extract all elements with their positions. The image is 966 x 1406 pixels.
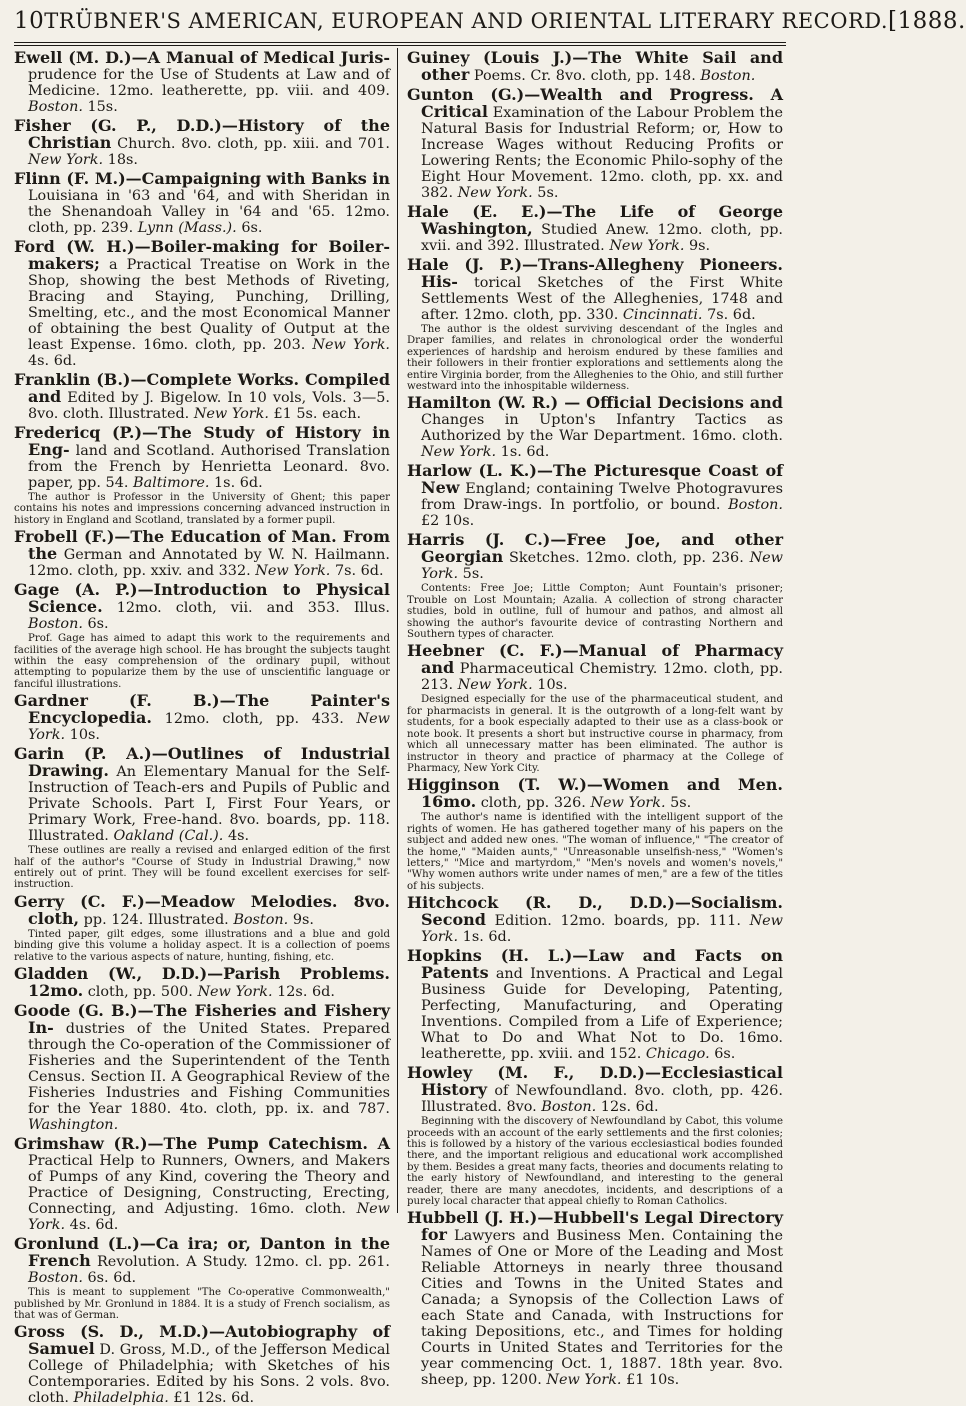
entry-heading: Hubbell (J. H.)—Hubbell's Legal Directory for (407, 1208, 783, 1245)
entry-heading: Gerry (C. F.)—Meadow Melodies. 8vo. cloth, (14, 891, 390, 928)
entry-citation (14, 239, 390, 369)
entry-place: New York. (421, 913, 784, 946)
entry-note: Tinted paper, gilt edges, some illustrations and a blue and gold binding give this volume a holiday aspect. It is a collection of poems relative to the various aspects of nature, hunting, fishing, etc. (14, 928, 390, 963)
catalog-entry (14, 891, 390, 963)
entry-place: New York. (312, 337, 391, 353)
entry-citation (14, 582, 390, 632)
entry-price: 5s. (462, 566, 484, 583)
entry-heading: Hopkins (H. L.)—Law and Facts on Patents (407, 946, 783, 983)
entry-price: 6s. 6d. (87, 1270, 137, 1287)
entry-details: 12mo. cloth, pp. 433. (164, 711, 344, 728)
entry-price: £1 5s. each. (273, 406, 362, 422)
entry-details: land and Scotland. Authorised Translation from the French by Henrietta Leonard. 8vo. paper, pp. 54. (28, 443, 390, 491)
entry-citation (407, 87, 783, 201)
catalog-entry (14, 1136, 390, 1233)
entry-details: Studied Anew. 12mo. cloth, pp. xvii. and 392. Illustrated. (421, 222, 783, 254)
entry-note: The author's name is identified with the intelligent support of the rights of women. He has gathered together many of his papers on the subject and added new ones. "The woman of influence," "The creator of the home," "Maiden aunts," "Unreasonable unselfish-ness," "Women's letters," "Mice and martyrdom," "Men's novels and women's novels," "Why women authors write under names of men," are a few of the titles of his subjects. (407, 812, 783, 892)
entry-price: 12s. 6d. (277, 984, 335, 1001)
entry-price: 6s. (714, 1046, 736, 1063)
entry-details: Edition. 12mo. boards, pp. 111. (494, 913, 741, 930)
entry-place: New York. (197, 984, 273, 1001)
entry-details: Edited by J. Bigelow. In 10 vols, Vols. 3—5. 8vo. cloth. Illustrated. (28, 390, 391, 422)
entry-citation (407, 895, 783, 945)
catalog-entry (407, 1065, 783, 1207)
entry-heading: Gronlund (L.)—Ca ira; or, Danton in the French (14, 1234, 390, 1271)
catalog-entry (407, 643, 783, 774)
entry-details: German and Annotated by W. N. Hailmann. 12mo. cloth, pp. xxiv. and 332. (28, 547, 390, 580)
entry-place: Boston. (728, 497, 784, 514)
entry-price: 4s. 6d. (69, 1217, 119, 1234)
entry-price: 4s. 6d. (28, 353, 77, 369)
entry-place: Cincinnati. (622, 307, 703, 323)
entry-place: New York. (590, 795, 666, 812)
entry-place: New York. (421, 550, 784, 583)
entry-place: New York. (457, 677, 533, 694)
entry-citation (14, 1136, 390, 1233)
entry-heading: Gladden (W., D.D.)—Parish Problems. 12mo. (14, 964, 390, 1001)
entry-details: Louisiana in '63 and '64, and with Sheridan in the Shenandoah Valley in '64 and '65. 12mo. cloth, pp. 239. (28, 188, 390, 236)
entry-note: These outlines are really a revised and enlarged edition of the first half of the author's "Course of Study in Industrial Drawing," now entirely out of print. They will be found excellent exercises for self-instruction. (14, 845, 390, 891)
entry-price: 4s. (227, 828, 250, 845)
header-rule-2 (14, 45, 786, 46)
page-header (14, 8, 966, 38)
entry-place: New York. (546, 1372, 622, 1389)
catalog-entry (407, 257, 783, 392)
entry-heading: Goode (G. B.)—The Fisheries and Fishery In- (14, 1001, 390, 1038)
entry-price: 18s. (107, 152, 138, 168)
entry-details: Examination of the Labour Problem the Natural Basis for Industrial Reform; or, How to Increase Wages without Reducing Profits or Lowering Rents; the Economic Philo-sophy of the Eight Hour Movement. 12mo. cloth, pp. xx. and 382. (421, 105, 783, 201)
entry-note: This is meant to supplement "The Co-operative Commonwealth," published by Mr. Gronlund in 1884. It is a study of French socialism, as that was of German. (14, 1287, 390, 1321)
entry-place: New York. (421, 444, 497, 461)
entry-heading: Gardner (F. B.)—The Painter's Encyclopedia. (14, 691, 390, 728)
entry-citation (14, 50, 390, 115)
entry-note: Beginning with the discovery of Newfoundland by Cabot, this volume proceeds with an account of the early settlements and the first colonies; this is followed by a history of the various ecclesiastical bodies founded there, and the important religious and educational work accomplished by them. Besides a great many facts, theories and documents relating to the early history of Newfoundland, and interesting to the general reader, there are many anecdotes, incidents, and descriptions of a purely local character that appeal chiefly to Roman Catholics. (407, 1116, 783, 1207)
entry-note: Designed especially for the use of the pharmaceutical student, and for pharmacists in general. It is the outgrowth of a long-felt want by students, for a book especially adapted to their use as a class-book or note book. It presents a short but instructive course in pharmacy, from which all unnecessary matter has been eliminated. The author is instructor in theory and practice of pharmacy at the College of Pharmacy, New York City. (407, 694, 783, 774)
catalog-entry (407, 50, 783, 84)
running-title: TRÜBNER'S AMERICAN, EUROPEAN AND ORIENTAL LITERARY RECORD. (44, 9, 889, 33)
year-label: [1888. (888, 8, 966, 34)
catalog-entry (14, 1003, 390, 1133)
entry-price: 1s. 6d. (500, 444, 550, 461)
catalog-entry (14, 50, 390, 115)
entry-citation (407, 1065, 783, 1115)
entry-citation (14, 372, 390, 422)
page-number: 10 (14, 8, 45, 34)
entry-heading: Gunton (G.)—Wealth and Progress. A Critical (407, 85, 783, 121)
entry-details: Lawyers and Business Men. Containing the Names of One or More of the Leading and Most Reliable Attorneys in nearly three thousand Cities and Towns in the United States and Canada; a Synopsis of the Collection Laws of each State and Canada, with Instructions for taking Depositions, etc., and Times for holding Courts in United States and Territories for the year commencing Oct. 1, 1887. 18th year. 8vo. sheep, pp. 1200. (421, 1228, 783, 1389)
entry-details: prudence for the Use of Students at Law and of Medicine. 12mo. leatherette, pp. viii. and 409. (28, 67, 390, 99)
entry-heading: Fredericq (P.)—The Study of History in Eng- (14, 423, 390, 459)
entry-details: 12mo. cloth, vii. and 353. Illus. (116, 600, 390, 617)
entry-heading: Frobell (F.)—The Education of Man. From the (14, 527, 390, 564)
entry-place: Washington. (28, 1117, 119, 1134)
entry-place: Boston. (28, 616, 83, 633)
entry-place: New York. (28, 152, 104, 168)
entry-price: 7s. 6d. (334, 563, 384, 580)
entry-citation (14, 1236, 390, 1286)
entry-details: Changes in Upton's Infantry Tactics as Authorized by the War Department. 16mo. cloth. (421, 412, 783, 445)
entry-place: New York. (255, 563, 331, 580)
catalog-entry (14, 1324, 390, 1406)
entry-price: 9s. (688, 238, 711, 254)
entry-note: The author is the oldest surviving descendant of the Ingles and Draper families, and relates in chronological order the wonderful experiences of hardship and heroism endured by these families and their followers in their frontier explorations and settlements along the entire Virginia border, from the Alleghenies to the Ohio, and still further westward into the inhospitable wilderness. (407, 324, 783, 393)
catalog-entry (14, 966, 390, 1000)
entry-details: cloth, pp. 326. (480, 795, 586, 812)
entry-note: Prof. Gage has aimed to adapt this work to the requirements and facilities of the average high school. He has brought the subjects taught within the easy comprehension of the ordinary pupil, without attempting to popularize them by the use of unscientific language or fanciful illustrations. (14, 633, 390, 690)
entry-details: An Elementary Manual for the Self-Instruction of Teach-ers and Pupils of Public and Private Schools. Part I, First Four Years, or Primary Work, Free-hand. 8vo. boards, pp. 118. Illustrated. (28, 764, 390, 845)
catalog-entry (14, 171, 390, 236)
entry-citation (407, 50, 783, 84)
entry-place: Oakland (Cal.). (113, 828, 224, 845)
entry-citation (14, 966, 390, 1000)
entry-place: New York. (609, 238, 685, 254)
entry-place: New York. (28, 1201, 391, 1234)
entry-heading: Flinn (F. M.)—Campaigning with Banks in (14, 169, 390, 188)
entry-heading: Hale (E. E.)—The Life of George Washington, (407, 202, 783, 238)
entry-details: Sketches. 12mo. cloth, pp. 236. (509, 550, 744, 567)
catalog-entry (14, 529, 390, 579)
entry-place: New York. (193, 406, 269, 422)
entry-details: Practical Help to Runners, Owners, and Makers of Pumps of any Kind, covering the Theory and Practice of Designing, Constructing, Erecting, Connecting, and Adjusting. 16mo. cloth. (28, 1153, 390, 1218)
catalog-entry (407, 87, 783, 201)
catalog-entry (14, 582, 390, 690)
entry-place: Chicago. (645, 1046, 710, 1063)
entry-price: 6s. (87, 616, 109, 633)
entry-place: New York. (457, 185, 533, 201)
entry-citation (407, 204, 783, 254)
catalog-entry (407, 463, 783, 529)
entry-heading: Harlow (L. K.)—The Picturesque Coast of New (407, 461, 783, 498)
right-column (407, 48, 784, 1389)
catalog-entry (14, 693, 390, 743)
entry-price: 9s. (292, 911, 314, 928)
entry-price: 1s. 6d. (462, 929, 512, 946)
entry-heading: Ewell (M. D.)—A Manual of Medical Juris- (14, 48, 390, 67)
entry-note: The author is Professor in the University of Ghent; this paper contains his notes and impressions concerning advanced instruction in history in England and Scotland, translated by a former pupil. (14, 492, 390, 526)
entry-price: £2 10s. (421, 513, 475, 530)
entry-citation (14, 171, 390, 236)
entry-details: dustries of the United States. Prepared through the Co-operation of the Commissioner of Fisheries and the Superintendent of the Tenth Census. Section II. A Geographical Review of the Fisheries Industries and Fishing Communities for the Year 1880. 4to. cloth, pp. ix. and 787. (28, 1021, 390, 1118)
entry-place: Boston. (28, 1270, 83, 1287)
entry-place: New York. (28, 711, 390, 744)
catalog-entry (407, 1210, 783, 1388)
entry-details: England; containing Twelve Photogravures from Draw-ings. In portfolio, or bound. (421, 481, 783, 514)
entry-heading: Franklin (B.)—Complete Works. Compiled and (14, 370, 390, 406)
entry-price: 6s. (241, 220, 263, 236)
entry-citation (14, 1324, 390, 1406)
entry-heading: Hamilton (W. R.) — Official Decisions and (407, 393, 783, 413)
entry-place: Boston. (233, 911, 289, 928)
entry-price: 5s. (670, 795, 692, 812)
entry-price: 10s. (537, 677, 568, 694)
catalog-entry (407, 895, 783, 945)
entry-details: pp. 124. Illustrated. (83, 911, 229, 928)
catalog-entry (14, 118, 390, 168)
catalog-entry (14, 239, 390, 369)
entry-citation (14, 891, 390, 928)
catalog-entry (407, 777, 783, 892)
entry-heading: Gross (S. D., M.D.)—Autobiography of Samuel (14, 1322, 390, 1359)
catalog-entry (14, 746, 390, 891)
entry-citation (14, 1003, 390, 1133)
entry-citation (14, 425, 390, 491)
entry-citation (407, 1210, 783, 1388)
entry-price: 12s. 6d. (600, 1099, 659, 1116)
entry-place: Boston. (700, 68, 756, 84)
entry-price: £1 10s. (626, 1372, 680, 1389)
left-column (14, 48, 391, 1406)
entry-heading: Grimshaw (R.)—The Pump Catechism. A (14, 1134, 390, 1154)
catalog-entry (407, 532, 783, 640)
entry-heading: Harris (J. C.)—Free Joe, and other Georgian (407, 530, 783, 567)
catalog-entry (14, 1236, 390, 1321)
entry-details: Pharmaceutical Chemistry. 12mo. cloth, pp. 213. (421, 661, 783, 694)
entry-heading: Hale (J. P.)—Trans-Allegheny Pioneers. His- (407, 255, 783, 291)
entry-note: Contents: Free Joe; Little Compton; Aunt Fountain's prisoner; Trouble on Lost Mountain; Azalia. A collection of strong character studies, bold in outline, full of humour and pathos, and almost all showing the author's favourite device of contrasting Northern and Southern types of character. (407, 583, 783, 641)
entry-citation (407, 643, 783, 693)
entry-place: Boston. (28, 99, 83, 115)
entry-heading: Hitchcock (R. D., D.D.)—Socialism. Second (407, 893, 783, 930)
entry-price: 1s. 6d. (214, 475, 263, 491)
entry-citation (407, 532, 783, 582)
catalog-entry (407, 948, 783, 1062)
entry-heading: Fisher (G. P., D.D.)—History of the Christian (14, 116, 390, 152)
entry-price: 5s. (537, 185, 559, 201)
entry-citation (407, 257, 783, 323)
entry-place: Baltimore. (133, 475, 210, 491)
catalog-entry (14, 425, 390, 526)
entry-details: Revolution. A Study. 12mo. cl. pp. 261. (96, 1254, 390, 1271)
entry-citation (14, 529, 390, 579)
entry-place: Boston. (541, 1099, 597, 1116)
entry-details: D. Gross, M.D., of the Jefferson Medical College of Philadelphia; with Sketches of his Contemporaries. Edited by his Sons. 2 vols. 8vo. cloth. (28, 1342, 390, 1406)
entry-details: torical Sketches of the First White Settlements West of the Alleghenies, 1748 and after. 12mo. cloth, pp. 330. (421, 275, 783, 323)
entry-heading: Howley (M. F., D.D.)—Ecclesiastical History (407, 1063, 783, 1100)
entry-heading: Garin (P. A.)—Outlines of Industrial Drawing. (14, 744, 390, 781)
entry-heading: Heebner (C. F.)—Manual of Pharmacy and (407, 641, 783, 678)
entry-heading: Higginson (T. W.)—Women and Men. 16mo. (407, 775, 783, 812)
entry-place: Philadelphia. (73, 1390, 169, 1406)
entry-citation (407, 395, 783, 460)
entry-place: Lynn (Mass.). (137, 220, 237, 236)
catalog-entry (407, 395, 783, 460)
entry-heading: Ford (W. H.)—Boiler-making for Boiler-makers; (14, 237, 390, 273)
entry-citation (407, 777, 783, 811)
header-rule (14, 42, 786, 43)
entry-details: Poems. Cr. 8vo. cloth, pp. 148. (473, 68, 696, 84)
column-divider (397, 48, 398, 1213)
entry-details: of Newfoundland. 8vo. cloth, pp. 426. Illustrated. 8vo. (421, 1083, 783, 1116)
entry-price: £1 12s. 6d. (173, 1390, 255, 1406)
entry-price: 10s. (69, 727, 100, 744)
entry-heading: Gage (A. P.)—Introduction to Physical Science. (14, 580, 390, 617)
entry-citation (407, 948, 783, 1062)
catalog-entry (407, 204, 783, 254)
entry-price: 15s. (87, 99, 118, 115)
entry-citation (14, 746, 390, 844)
catalog-entry (14, 372, 390, 422)
entry-citation (14, 693, 390, 743)
entry-details: and Inventions. A Practical and Legal Business Guide for Developing, Patenting, Perfecting, Manufacturing, and Operating Inventions. Compiled from a Life of Experience; What to Do and What Not to Do. 16mo. leatherette, pp. xviii. and 152. (421, 966, 783, 1063)
entry-details: a Practical Treatise on Work in the Shop, showing the best Methods of Riveting, Bracing and Staying, Punching, Drilling, Smelting, etc., and the most Economical Manner of obtaining the best Quality of Output at the least Expense. 16mo. cloth, pp. 203. (28, 257, 390, 353)
entry-heading: Guiney (Louis J.)—The White Sail and other (407, 48, 783, 84)
entry-details: cloth, pp. 500. (87, 984, 193, 1001)
entry-citation (14, 118, 390, 168)
entry-price: 7s. 6d. (707, 307, 756, 323)
entry-citation (407, 463, 783, 529)
entry-details: Church. 8vo. cloth, pp. xiii. and 701. (117, 136, 390, 152)
